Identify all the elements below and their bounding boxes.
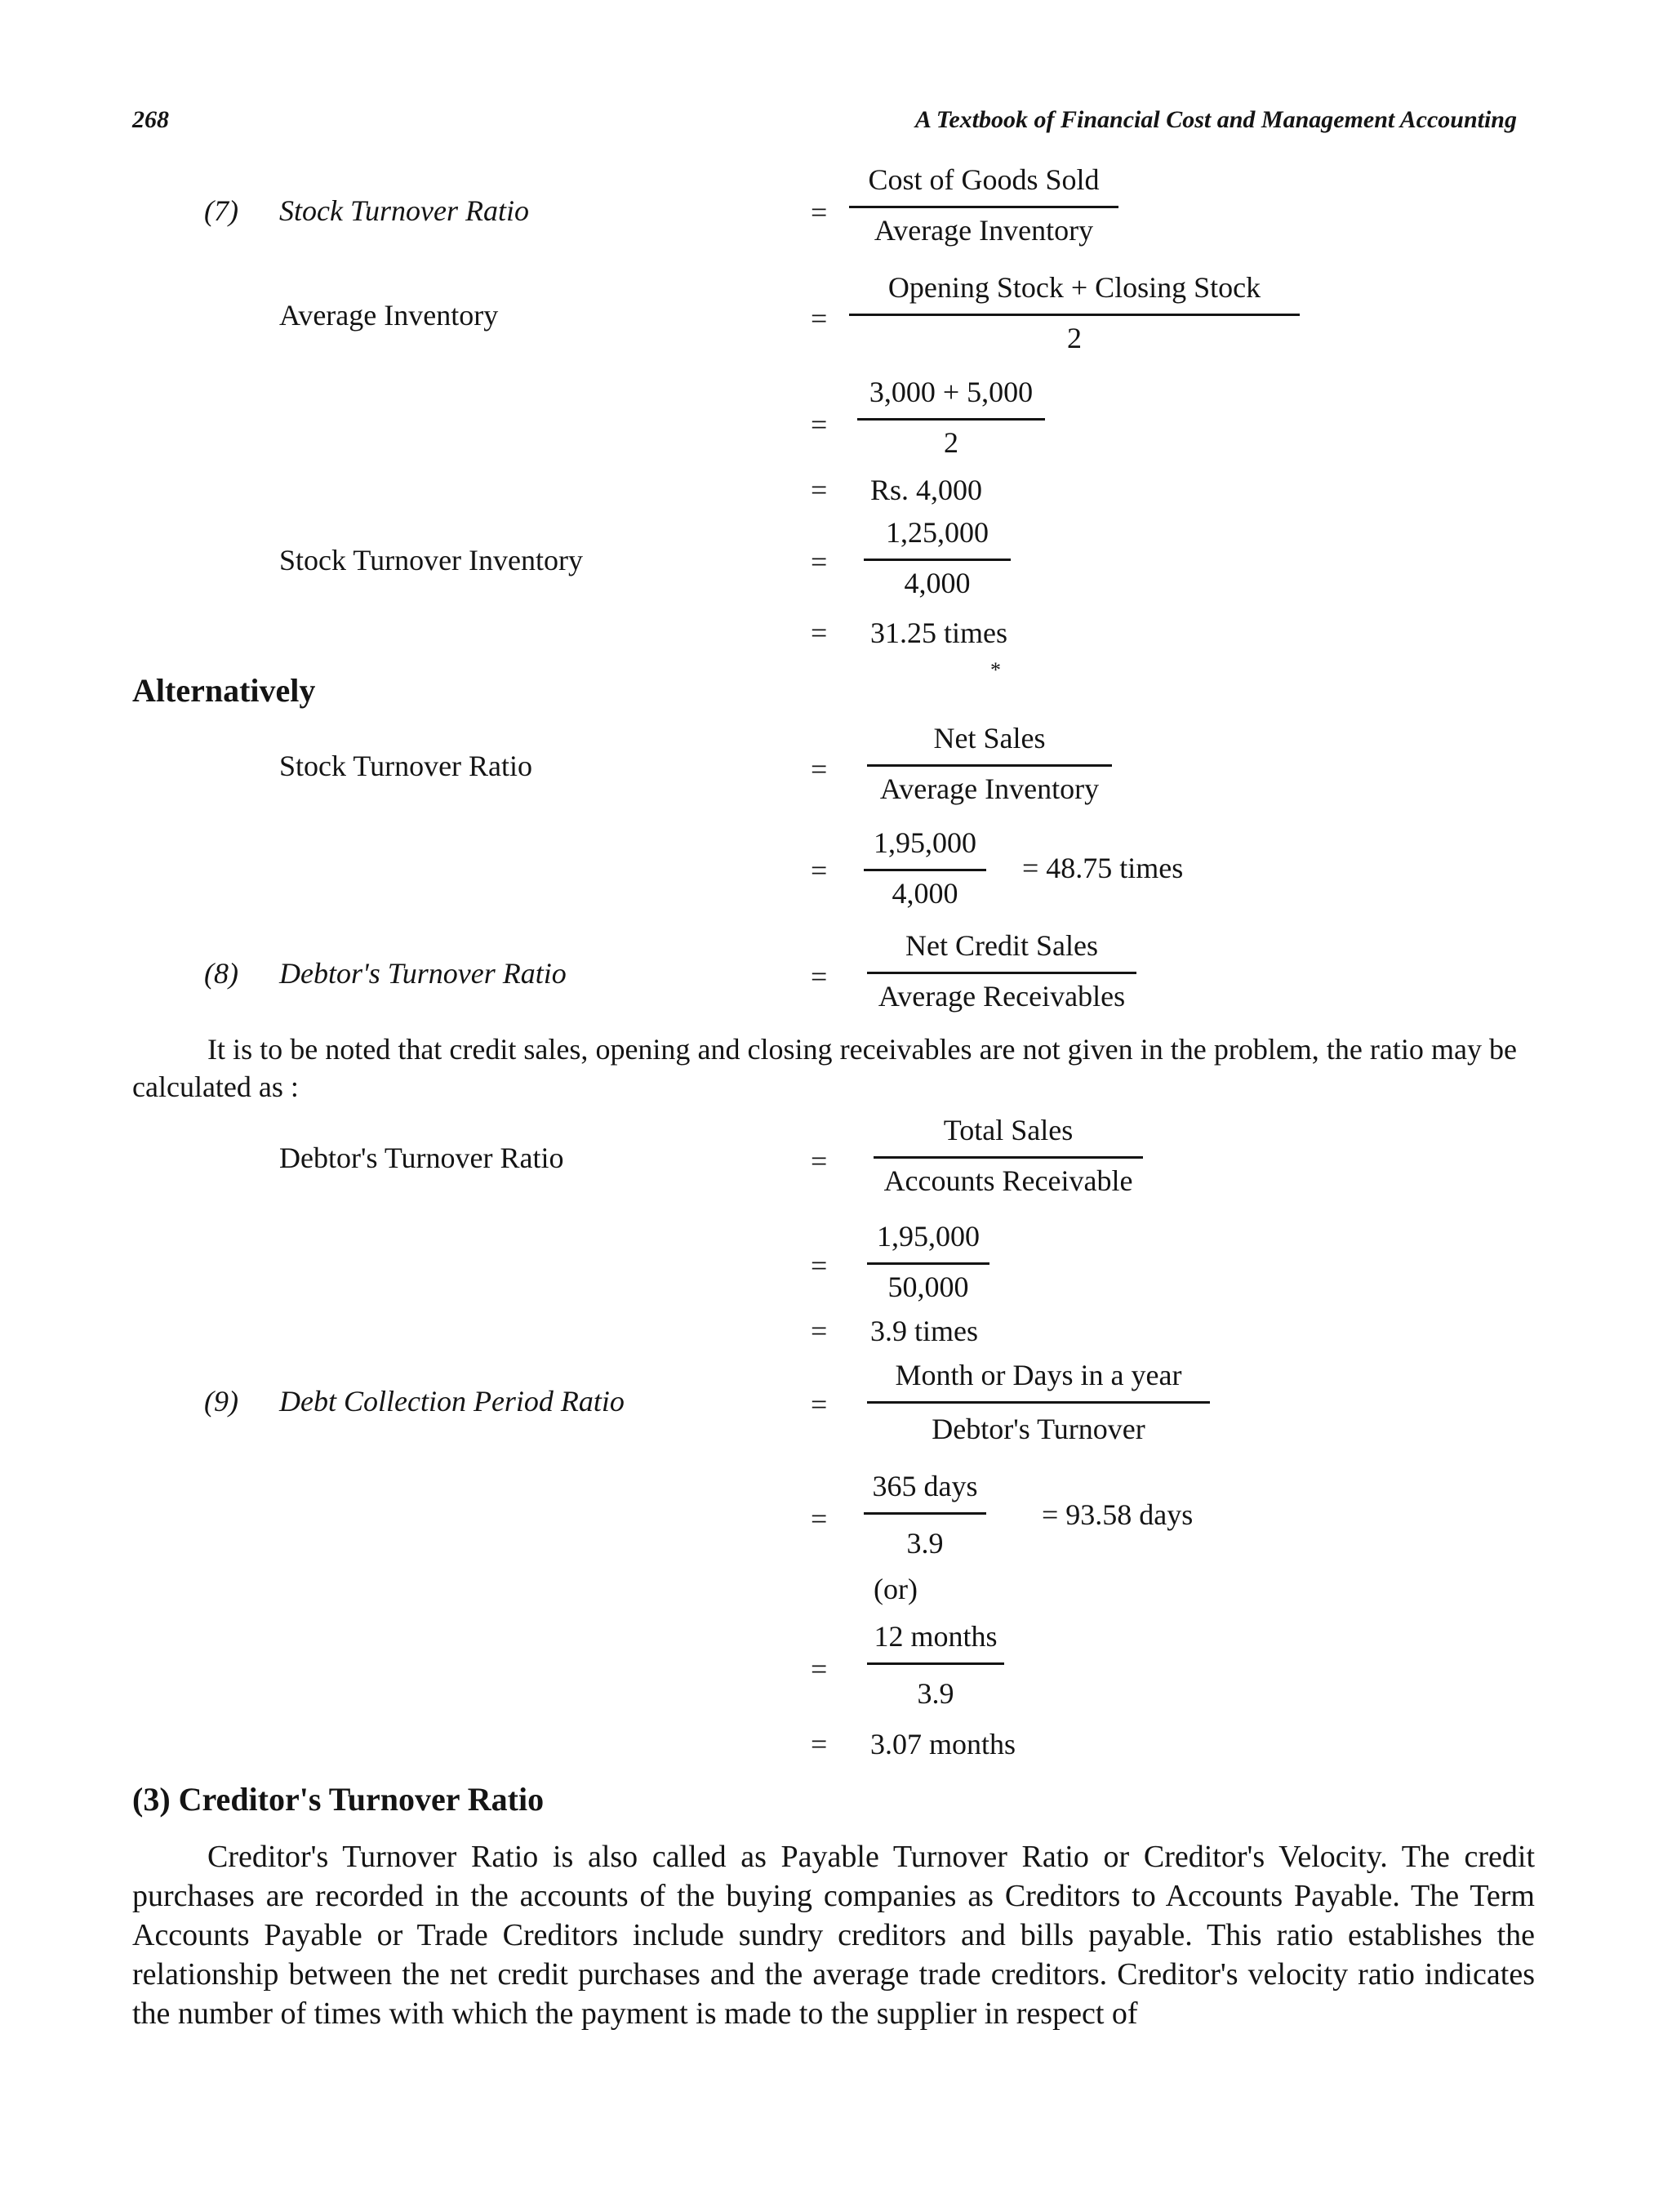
equals-sign: = <box>811 1145 828 1177</box>
equals-sign: = <box>811 960 828 993</box>
fraction-bar <box>867 764 1112 767</box>
denominator: 4,000 <box>904 567 971 599</box>
fraction-bar <box>849 206 1118 208</box>
numerator: 1,95,000 <box>877 1220 980 1253</box>
fraction-bar <box>864 869 986 871</box>
formula-label: Debtor's Turnover Ratio <box>279 1142 564 1174</box>
formula-label: Debt Collection Period Ratio <box>279 1385 625 1418</box>
numerator: 3,000 + 5,000 <box>869 376 1034 408</box>
fraction-bar <box>849 314 1300 316</box>
denominator: 3.9 <box>917 1677 954 1710</box>
equals-sign: = <box>811 854 828 887</box>
numerator: 1,95,000 <box>874 826 976 859</box>
asterisk-mark: * <box>990 658 1001 682</box>
numerator: 1,25,000 <box>886 516 989 549</box>
result-value: = 93.58 days <box>1042 1498 1194 1531</box>
numerator: Cost of Goods Sold <box>868 163 1100 196</box>
equals-sign: = <box>811 616 828 649</box>
formula-label: Stock Turnover Ratio <box>279 750 533 782</box>
fraction-bar <box>857 418 1045 421</box>
result-value: 3.07 months <box>870 1728 1016 1760</box>
denominator: Average Inventory <box>879 772 1100 805</box>
numerator: Net Sales <box>933 722 1046 754</box>
section-heading: Alternatively <box>132 672 316 709</box>
formula-label: Average Inventory <box>279 299 499 332</box>
fraction-bar <box>867 1401 1210 1404</box>
item-number: (9) <box>204 1385 238 1418</box>
equals-sign: = <box>811 1315 828 1347</box>
denominator: 2 <box>1067 322 1082 354</box>
equals-sign: = <box>811 1502 828 1535</box>
numerator: 12 months <box>874 1620 998 1653</box>
page-number: 268 <box>132 106 169 133</box>
fraction-bar <box>864 1512 986 1515</box>
equals-sign: = <box>811 1728 828 1760</box>
equals-sign: = <box>811 408 828 441</box>
running-header: A Textbook of Financial Cost and Management Accounting <box>914 106 1517 133</box>
denominator: Debtor's Turnover <box>932 1413 1145 1445</box>
numerator: Month or Days in a year <box>895 1359 1182 1391</box>
fraction-bar <box>867 972 1136 974</box>
numerator: Total Sales <box>943 1114 1074 1146</box>
result-value: 3.9 times <box>870 1315 978 1347</box>
section-heading: (3) Creditor's Turnover Ratio <box>132 1781 545 1818</box>
body-paragraph: Creditor's Turnover Ratio is also called as Payable Turnover Ratio or Creditor's Velocity. The credit purchases are recorded in the accounts of the buying companies as Creditors to Accounts Payable. The Term Accounts Payable or Trade Creditors include sundry creditors and bills payable. This ratio establishes the relationship between the net credit purchases and the average trade creditors. Creditor's velocity ratio indicates the number of times with which the payment is made to the supplier in respect of <box>132 1840 1535 2031</box>
denominator: 4,000 <box>892 877 958 910</box>
or-text: (or) <box>874 1573 918 1605</box>
equals-sign: = <box>811 545 828 578</box>
equals-sign: = <box>811 1249 828 1282</box>
numerator: Opening Stock + Closing Stock <box>887 271 1261 304</box>
equals-sign: = <box>811 302 828 335</box>
fraction-bar <box>864 559 1011 561</box>
equals-sign: = <box>811 753 828 786</box>
result-value: Rs. 4,000 <box>870 474 983 506</box>
formula-label: Stock Turnover Ratio <box>279 194 529 227</box>
numerator: Net Credit Sales <box>905 929 1098 962</box>
denominator: Average Receivables <box>878 980 1126 1013</box>
equals-sign: = <box>811 1653 828 1685</box>
result-value: 31.25 times <box>870 616 1007 649</box>
equals-sign: = <box>811 474 828 506</box>
equals-sign: = <box>811 196 828 229</box>
formula-label: Stock Turnover Inventory <box>279 544 583 576</box>
fraction-bar <box>867 1662 1004 1665</box>
fraction-bar <box>874 1156 1143 1159</box>
numerator: 365 days <box>872 1470 978 1502</box>
item-number: (8) <box>204 957 238 990</box>
denominator: Average Inventory <box>874 214 1094 247</box>
fraction-bar <box>867 1262 989 1265</box>
equals-sign: = <box>811 1388 828 1421</box>
denominator: 50,000 <box>887 1271 969 1303</box>
result-value: = 48.75 times <box>1022 852 1184 884</box>
denominator: 3.9 <box>906 1527 944 1560</box>
formula-label: Debtor's Turnover Ratio <box>279 957 567 990</box>
item-number: (7) <box>204 194 238 227</box>
denominator: Accounts Receivable <box>883 1164 1133 1197</box>
denominator: 2 <box>944 426 958 459</box>
note-paragraph: It is to be noted that credit sales, opening and closing receivables are not given in the problem, the ratio may be calculated as : <box>132 1033 1517 1103</box>
